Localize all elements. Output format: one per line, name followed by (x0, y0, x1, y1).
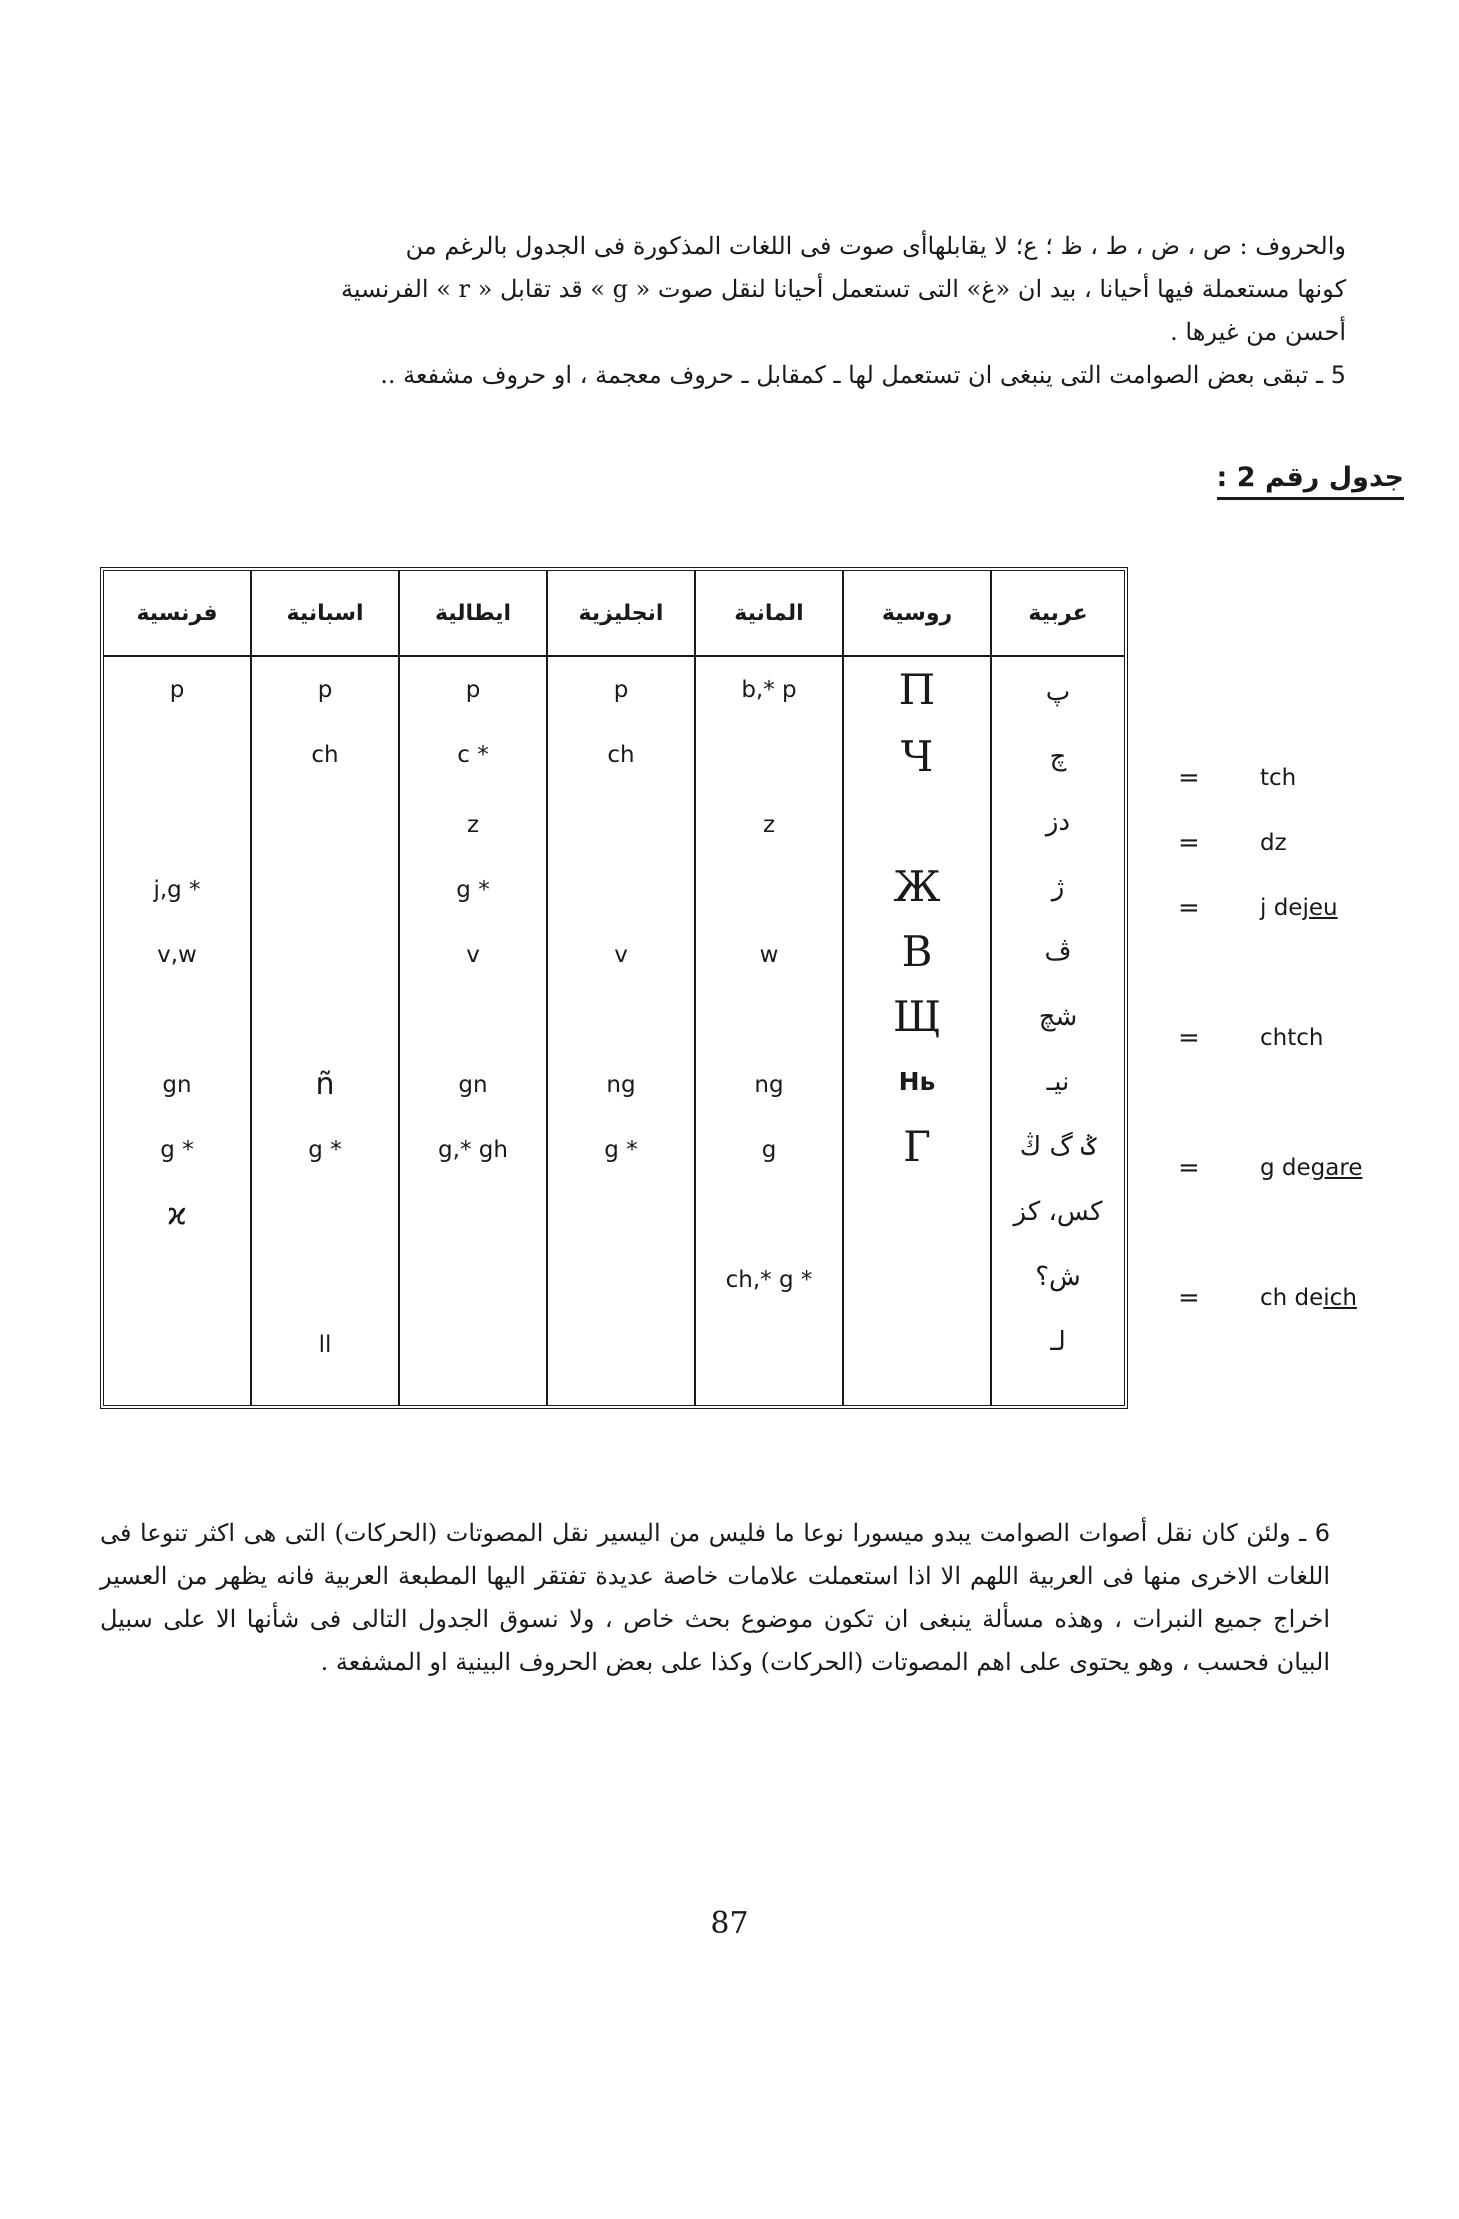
cell-german: ch,* g * (725, 1267, 813, 1293)
cell-german: w (759, 942, 779, 968)
cell-arabic: ژ (1051, 872, 1065, 902)
equals-sign: = (1178, 1153, 1200, 1183)
cell-french: gn (162, 1072, 192, 1098)
cell-italian: p (465, 677, 481, 703)
cell-spanish: ch (311, 742, 339, 768)
equals-sign: = (1178, 828, 1200, 858)
table-header-row (104, 571, 1124, 657)
equals-sign: = (1178, 893, 1200, 923)
equivalent-underlined: gare (1310, 1155, 1363, 1181)
equivalent-underlined: ich (1323, 1285, 1357, 1311)
equivalent-row (1178, 888, 1378, 928)
point-5-line (118, 354, 1346, 397)
cell-german: b,* p (741, 677, 797, 703)
equivalent-text: j de (1260, 895, 1303, 921)
cell-arabic: ݣ گ ڭ (1019, 1132, 1097, 1162)
cell-arabic: ڤ (1044, 937, 1072, 967)
header-arabic: عربية (1028, 600, 1088, 626)
table-heading-number: 2 (1236, 462, 1256, 493)
equivalent-underlined: jeu (1302, 895, 1338, 921)
equivalent-text: g de (1260, 1155, 1311, 1181)
point-5-number: 5 (1330, 361, 1346, 389)
point-5-text: ـ تبقى بعض الصوامت التى ينبغى ان تستعمل لها ـ كمقابل ـ حروف معجمة ، او حروف مشفعة .. (380, 361, 1331, 389)
cell-english: ng (606, 1072, 636, 1098)
cell-french: ϰ (167, 1197, 187, 1232)
equals-sign: = (1178, 1283, 1200, 1313)
equivalent-text: tch (1260, 765, 1297, 791)
equivalent-row (1178, 1278, 1378, 1318)
transliteration-table (100, 567, 1128, 1409)
equivalent-row (1178, 758, 1378, 798)
point-6-text: ـ ولئن كان نقل أصوات الصوامت يبدو ميسورا نوعا ما فليس من اليسير نقل المصوتات (الحركات) التى هى اكثر تنوعا فى اللغات الاخرى منها فى العربية اللهم الا اذا استعملت علامات خاصة عديدة تفتقر اليها المطبعة العربية فانه يظهر من العسير اخراج جميع النبرات ، وهذه مسألة ينبغى ان تكون موضوع بحث خاص ، ولا نسوق الجدول التالى فى شأنها الا على سبيل البيان فحسب ، وهو يحتوى على اهم المصوتات (الحركات) وكذا على بعض الحروف البينية او المشفعة . (100, 1519, 1330, 1676)
intro-paragraph (118, 225, 1346, 397)
table-body (104, 657, 1124, 1405)
table-heading-label: جدول رقم (1264, 462, 1404, 493)
cell-english: v (614, 942, 628, 968)
cell-russian: В (901, 927, 933, 976)
header-italian: ايطالية (400, 571, 548, 655)
intro-line-2: كونها مستعملة فيها أحيانا ، بيد ان «غ» التى تستعمل أحيانا لنقل صوت « g » قد تقابل « r » الفرنسية (341, 275, 1346, 303)
cell-english: ch (607, 742, 635, 768)
page-number: 87 (710, 1906, 749, 1941)
cell-italian: z (466, 812, 480, 838)
cell-arabic: لـ (1050, 1327, 1066, 1357)
table-heading-colon: : (1216, 462, 1237, 493)
cell-french: p (169, 677, 185, 703)
cell-spanish: g * (308, 1137, 342, 1163)
equivalent-text: dz (1260, 830, 1287, 856)
cell-russian: Ч (900, 732, 934, 781)
header-french: فرنسية (104, 571, 252, 655)
cell-italian: gn (458, 1072, 488, 1098)
cell-russian: Ж (893, 862, 941, 911)
cell-arabic: چ (1049, 742, 1067, 772)
cell-arabic: كس، كز (1013, 1197, 1103, 1227)
equivalent-text: chtch (1260, 1025, 1324, 1051)
equals-sign: = (1178, 763, 1200, 793)
header-spanish: اسبانية (252, 571, 400, 655)
cell-russian: П (898, 665, 936, 714)
cell-german: ng (754, 1072, 784, 1098)
equals-sign: = (1178, 1023, 1200, 1053)
column-arabic (992, 657, 1124, 1405)
cell-french: j,g * (153, 877, 201, 903)
cell-german: g (761, 1137, 777, 1163)
equivalent-text: ch de (1260, 1285, 1324, 1311)
table-heading (1217, 462, 1404, 500)
cell-french: v,w (157, 942, 197, 968)
column-russian (844, 657, 992, 1405)
cell-arabic: نيـ (1046, 1067, 1070, 1097)
cell-italian: g,* gh (438, 1137, 508, 1163)
equivalent-row (1178, 823, 1378, 863)
cell-italian: g * (456, 877, 490, 903)
cell-spanish: ll (318, 1332, 332, 1358)
cell-russian: Щ (893, 992, 941, 1041)
cell-english: g * (604, 1137, 638, 1163)
column-italian (400, 657, 548, 1405)
cell-russian: Нь (898, 1067, 936, 1096)
point-6-number: 6 (1314, 1519, 1330, 1547)
cell-arabic: ش؟ (1035, 1262, 1081, 1292)
column-spanish (252, 657, 400, 1405)
cell-english: p (613, 677, 629, 703)
equivalent-row (1178, 1018, 1378, 1058)
column-german (696, 657, 844, 1405)
cell-arabic: دز (1045, 807, 1071, 837)
cell-german: z (762, 812, 776, 838)
column-french (104, 657, 252, 1405)
cell-russian: Г (903, 1122, 931, 1171)
column-english (548, 657, 696, 1405)
cell-spanish: ñ (315, 1067, 335, 1102)
cell-spanish: p (317, 677, 333, 703)
header-russian: روسية (844, 571, 992, 655)
equivalent-row (1178, 1148, 1378, 1188)
point-6-paragraph (100, 1512, 1330, 1684)
cell-arabic: شچ (1038, 1002, 1078, 1032)
intro-line-3: أحسن من غيرها . (1170, 318, 1346, 346)
header-german: المانية (696, 571, 844, 655)
cell-french: g * (160, 1137, 194, 1163)
intro-line-1: والحروف : ص ، ض ، ط ، ظ ؛ ع؛ لا يقابلهاأى صوت فى اللغات المذكورة فى الجدول بالرغم من (405, 232, 1346, 260)
cell-arabic: پ (1045, 677, 1071, 707)
header-english: انجليزية (548, 571, 696, 655)
cell-italian: v (466, 942, 480, 968)
cell-italian: c * (457, 742, 489, 768)
